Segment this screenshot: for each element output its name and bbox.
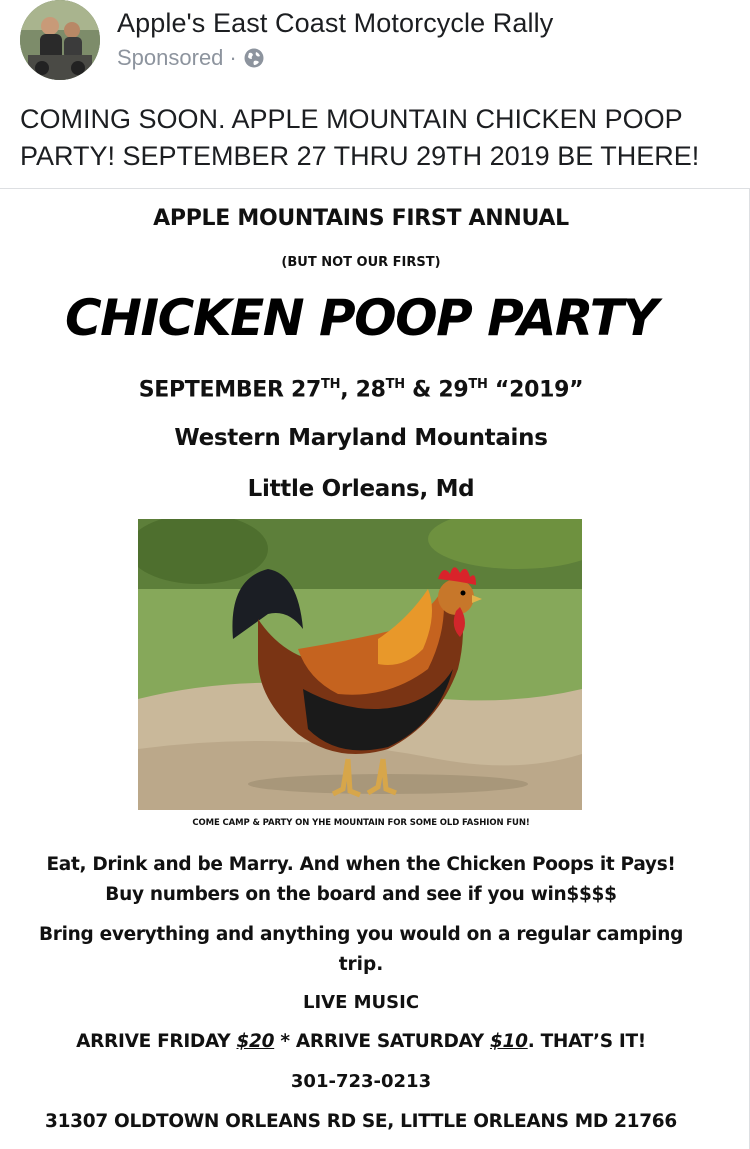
page-avatar[interactable] [20,0,100,80]
post-header [0,0,750,90]
flyer-line-music: LIVE MUSIC [302,992,420,1013]
arrive-saturday-label: * ARRIVE SATURDAY [274,1031,490,1052]
dates-mid-2: & 29 [404,377,469,403]
flyer-line-eat: Eat, Drink and be Marry. And when the Chicken Poops it Pays! [46,854,676,875]
dates-sup-3: TH [468,377,488,392]
flyer-line-arrive [0,1031,722,1052]
post-image[interactable] [0,188,750,1149]
dates-prefix: SEPTEMBER 27 [138,377,322,403]
sponsored-label[interactable]: Sponsored [117,45,224,70]
arrive-friday-label: ARRIVE FRIDAY [76,1031,237,1052]
post-caption: COMING SOON. APPLE MOUNTAIN CHICKEN POOP PARTY! SEPTEMBER 27 THRU 29TH 2019 BE THERE! [20,104,700,171]
flyer-phone: 301-723-0213 [290,1071,432,1092]
flyer-address: 31307 OLDTOWN ORLEANS RD SE, LITTLE ORLEANS MD 21766 [45,1111,677,1132]
flyer-line-bring: Bring everything and anything you would on a regular camping [38,924,684,945]
arrive-tail: . THAT’S IT! [527,1031,646,1052]
dates-sup-1: TH [321,377,341,392]
rooster-photo [138,519,582,810]
arrive-friday-price: $20 [236,1031,275,1052]
flyer-line-annual: APPLE MOUNTAINS FIRST ANNUAL [153,206,569,231]
page-name-link[interactable]: Apple's East Coast Motorcycle Rally [117,8,554,38]
flyer-dates [0,377,722,402]
globe-icon [243,47,265,69]
flyer-line-not-first: (BUT NOT OUR FIRST) [281,255,441,270]
meta-separator: · [229,45,237,70]
dates-year: “2019” [487,377,584,403]
flyer-line-buy: Buy numbers on the board and see if you win$$$$ [105,884,617,905]
flyer-town: Little Orleans, Md [247,476,475,502]
flyer-region: Western Maryland Mountains [174,425,548,451]
avatar-photo [20,0,100,80]
post-meta [117,44,265,72]
dates-sup-2: TH [385,377,405,392]
photo-caption: COME CAMP & PARTY ON YHE MOUNTAIN FOR SOME OLD FASHION FUN! [192,818,530,828]
flyer-title: CHICKEN POOP PARTY [64,289,658,347]
arrive-saturday-price: $10 [489,1031,528,1052]
dates-mid-1: , 28 [340,377,386,403]
flyer-line-trip: trip. [338,954,384,975]
